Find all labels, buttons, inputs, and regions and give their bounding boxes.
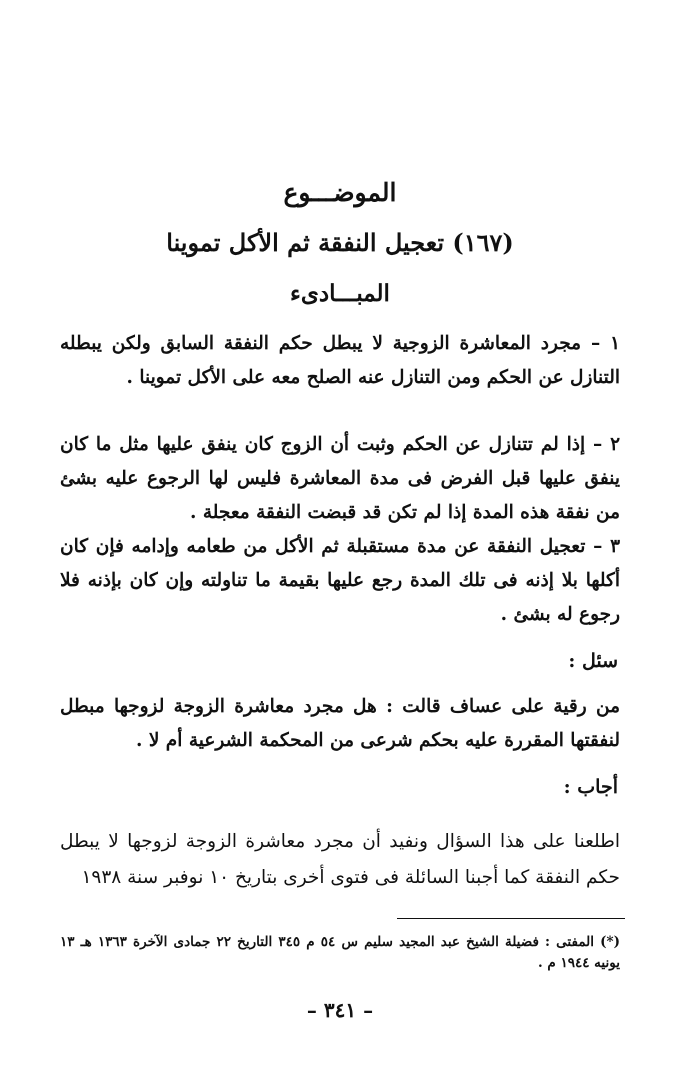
page-number: – ٣٤١ –: [306, 998, 374, 1022]
footnote: (*) المفتى : فضيلة الشيخ عبد المجيد سليم س ٥٤ م ٣٤٥ التاريخ ٢٢ جمادى الآخرة ١٣٦٣ هـ ١٣ يونيه ١٩٤٤ م .: [60, 934, 620, 971]
fatwa-title: (١٦٧) تعجيل النفقة ثم الأكل تموينا: [166, 228, 514, 257]
answer-label: أجاب :: [563, 776, 618, 798]
topic-heading: الموضـــوع: [283, 178, 397, 207]
footnote-separator: [397, 918, 625, 919]
question-label: سئل :: [568, 650, 618, 672]
question-text: من رقية على عساف قالت : هل مجرد معاشرة الزوجة لزوجها مبطل لنفقتها المقررة عليه بحكم شرعى من المحكمة الشرعية أم لا .: [60, 696, 620, 751]
principle-3: ٣ – تعجيل النفقة عن مدة مستقبلة ثم الأكل من طعامه وإدامه فإن كان أكلها بلا إذنه فى تلك المدة رجع عليها بقيمة ما تناولته وإن كان بإذنه فلا رجوع له بشئ .: [60, 536, 620, 625]
principle-2: ٢ – إذا لم تتنازل عن الحكم وثبت أن الزوج كان ينفق عليها مثل ما كان ينفق عليها قبل الفرض فى مدة المعاشرة فليس لها الرجوع عليه بشئ من نفقة هذه المدة إذا لم تكن قد قبضت النفقة معجلة .: [60, 434, 620, 523]
principle-1: ١ – مجرد المعاشرة الزوجية لا يبطل حكم النفقة السابق ولكن يبطله التنازل عن الحكم ومن التنازل عنه الصلح معه على الأكل تموينا .: [60, 333, 620, 388]
principles-heading: المبـــادىء: [290, 280, 390, 307]
answer-text: اطلعنا على هذا السؤال ونفيد أن مجرد معاشرة الزوجة لزوجها لا يبطل حكم النفقة كما أجبنا السائلة فى فتوى أخرى بتاريخ ١٠ نوفبر سنة ١٩٣٨: [60, 831, 620, 888]
